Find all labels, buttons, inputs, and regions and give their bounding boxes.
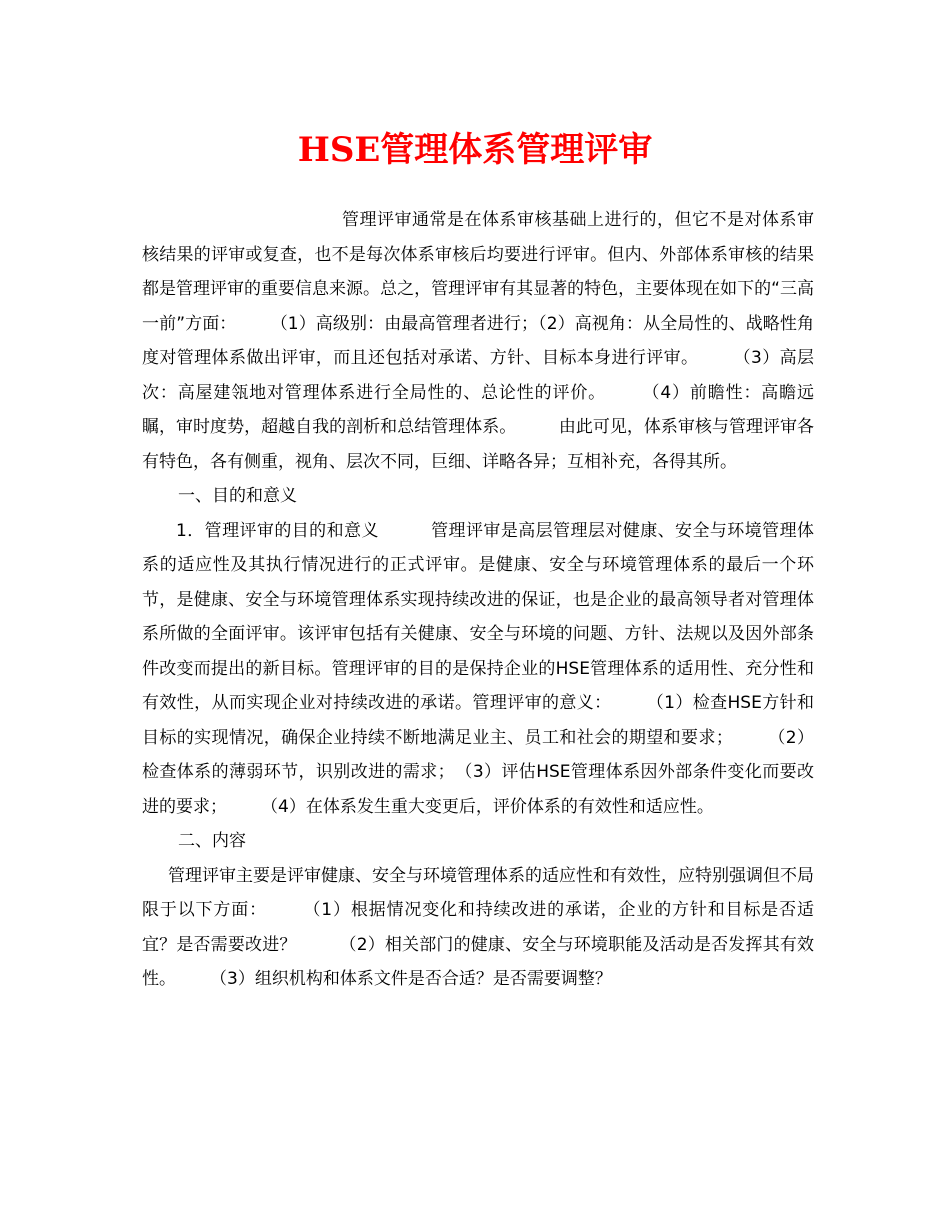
document-title: HSE管理体系管理评审 bbox=[297, 130, 653, 170]
content-paragraph: 管理评审主要是评审健康、安全与环境管理体系的适应性和有效性，应特别强调但不局限于以下方面： （1）根据情况变化和持续改进的承诺，企业的方针和目标是否适宜？是否需要改进？ （2）相关部门的健康、安全与环境职能及活动是否发挥其有效性。 （3）组织机构和体系文件是否合适？是否需要调整？ bbox=[142, 865, 814, 989]
purpose-paragraph: 1．管理评审的目的和意义 管理评审是高层管理层对健康、安全与环境管理体系的适应性及其执行情况进行的正式评审。是健康、安全与环境管理体系的最后一个环节，是健康、安全与环境管理体系实现持续改进的保证，也是企业的最高领导者对管理体系所做的全面评审。该评审包括有关健康、安全与环境的问题、方针、法规以及因外部条件改变而提出的新目标。管理评审的目的是保持企业的HSE管理体系的适用性、充分性和有效性，从而实现企业对持续改进的承诺。管理评审的意义： （1）检查HSE方针和目标的实现情况，确保企业持续不断地满足业主、员工和社会的期望和要求； （2）检查体系的薄弱环节，识别改进的需求； （3）评估HSE管理体系因外部条件变化而要改进的要求； （4）在体系发生重大变更后，评价体系的有效性和适应性。 bbox=[142, 520, 814, 817]
document-body bbox=[142, 203, 814, 997]
intro-paragraph: 管理评审通常是在体系审核基础上进行的，但它不是对体系审核结果的评审或复查，也不是每次体系审核后均要进行评审。但内、外部体系审核的结果都是管理评审的重要信息来源。总之，管理评审有其显著的特色，主要体现在如下的“三高一前”方面： （1）高级别：由最高管理者进行；（2）高视角：从全局性的、战略性角度对管理体系做出评审，而且还包括对承诺、方针、目标本身进行评审。 （3）高层次：高屋建瓴地对管理体系进行全局性的、总论性的评价。 （4）前瞻性：高瞻远瞩，审时度势，超越自我的剖析和总结管理体系。 由此可见，体系审核与管理评审各有特色，各有侧重，视角、层次不同，巨细、详略各异；互相补充，各得其所。 bbox=[142, 210, 814, 472]
section-heading-content: 二、内容 bbox=[178, 831, 246, 851]
section-heading-purpose: 一、目的和意义 bbox=[178, 486, 297, 506]
